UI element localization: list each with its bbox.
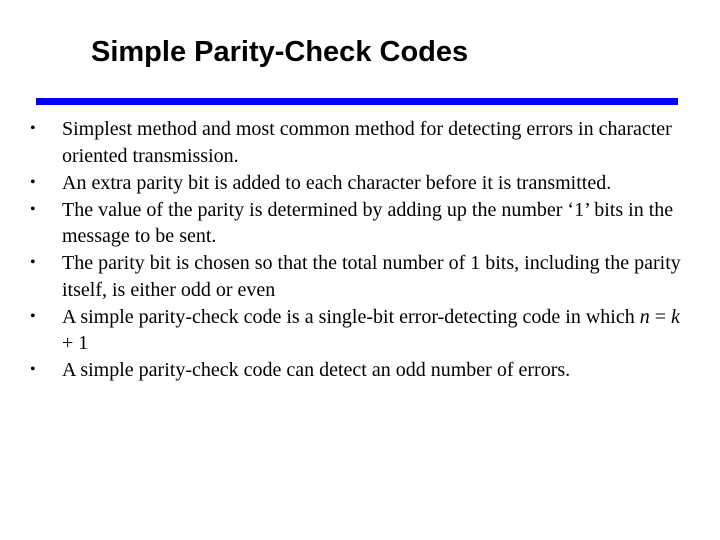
bullet-text: An extra parity bit is added to each character before it is transmitted. <box>62 171 612 194</box>
bullet-text: The parity bit is chosen so that the total number of 1 bits, including the parity itself, is either odd or even <box>62 252 681 301</box>
bullet-dot-icon: • <box>30 361 36 378</box>
bullet-dot-icon: • <box>30 254 36 271</box>
bullet-item <box>28 170 688 197</box>
bullet-item <box>28 357 688 384</box>
bullet-text-segment: A simple parity-check code is a single-bit error-detecting code in which <box>62 305 640 328</box>
variable-k: k <box>671 305 680 328</box>
bullet-item <box>28 250 688 303</box>
bullet-item <box>28 197 688 250</box>
bullet-dot-icon: • <box>30 200 36 218</box>
bullet-dot-icon: • <box>30 173 36 191</box>
bullet-dot-icon: • <box>30 120 36 137</box>
bullet-item <box>28 304 688 357</box>
bullet-text <box>62 304 688 357</box>
equals-sign: = <box>649 305 672 328</box>
bullet-list <box>28 116 688 384</box>
bullet-dot-icon: • <box>30 307 36 325</box>
bullet-item <box>28 116 688 169</box>
title-divider <box>36 98 678 105</box>
variable-n: n <box>639 305 650 328</box>
bullet-text: The value of the parity is determined by adding up the number ‘1’ bits in the message to be sent. <box>62 198 674 247</box>
bullet-text: A simple parity-check code can detect an odd number of errors. <box>62 359 571 381</box>
slide-title: Simple Parity-Check Codes <box>91 36 469 68</box>
bullet-text-segment: + 1 <box>62 332 89 354</box>
bullet-text: Simplest method and most common method for detecting errors in character oriented transmission. <box>62 118 672 167</box>
